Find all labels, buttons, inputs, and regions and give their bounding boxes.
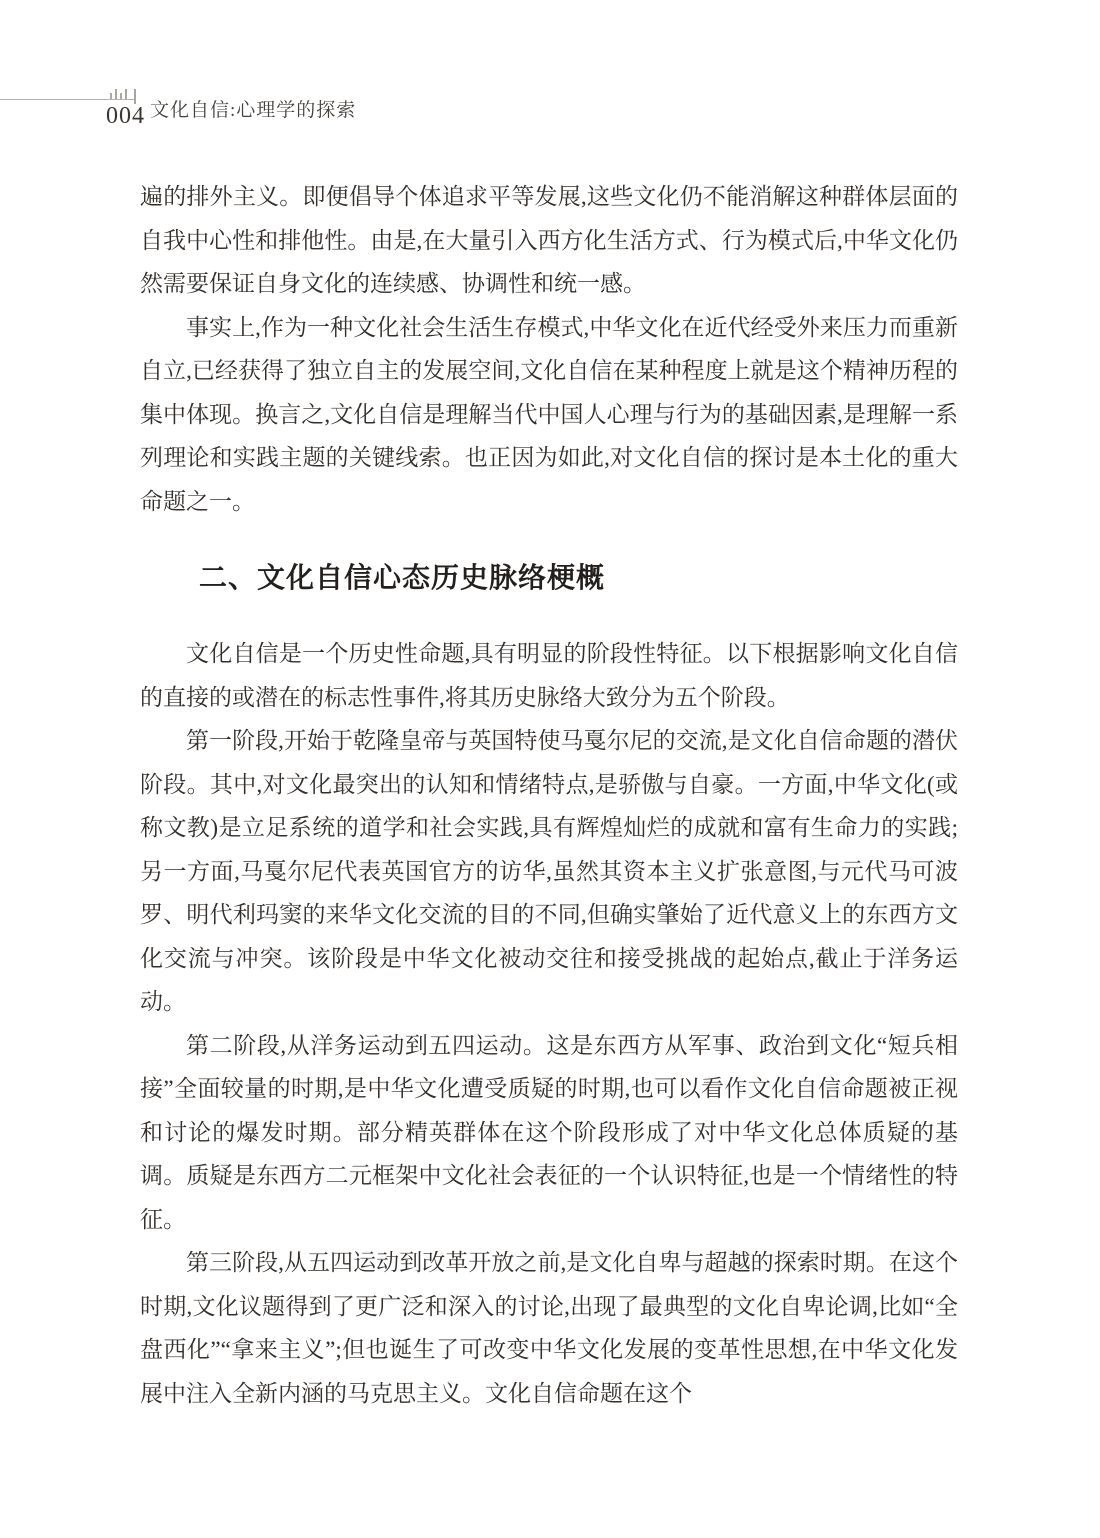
- header-rule: [0, 99, 136, 100]
- paragraph: 第一阶段,开始于乾隆皇帝与英国特使马戛尔尼的交流,是文化自信命题的潜伏阶段。其中,对文化最突出的认知和情绪特点,是骄傲与自豪。一方面,中华文化(或称文教)是立足系统的道学和社会实践,具有辉煌灿烂的成就和富有生命力的实践;另一方面,马戛尔尼代表英国官方的访华,虽然其资本主义扩张意图,与元代马可波罗、明代利玛窦的来华文化交流的目的不同,但确实肇始了近代意义上的东西方文化交流与冲突。该阶段是中华文化被动交往和接受挑战的起始点,截止于洋务运动。: [140, 728, 958, 1014]
- paragraph-continuation: 遍的排外主义。即便倡导个体追求平等发展,这些文化仍不能消解这种群体层面的自我中心性和排他性。由是,在大量引入西方化生活方式、行为模式后,中华文化仍然需要保证自身文化的连续感、协调性和统一感。: [140, 184, 958, 296]
- section-heading: 二、文化自信心态历史脉络梗概: [199, 563, 606, 594]
- page-content: [140, 175, 958, 1415]
- page-number: 004: [106, 103, 145, 129]
- paragraph: 第二阶段,从洋务运动到五四运动。这是东西方从军事、政治到文化“短兵相接”全面较量的时期,是中华文化遭受质疑的时期,也可以看作文化自信命题被正视和讨论的爆发时期。部分精英群体在这个阶段形成了对中华文化总体质疑的基调。质疑是东西方二元框架中文化社会表征的一个认识特征,也是一个情绪性的特征。: [140, 1032, 958, 1232]
- running-title: 文化自信:心理学的探索: [150, 100, 357, 121]
- level-bars-icon: [110, 88, 132, 99]
- header-rule-end-tick: [134, 89, 136, 104]
- paragraph: 事实上,作为一种文化社会生活生存模式,中华文化在近代经受外来压力而重新自立,已经获得了独立自主的发展空间,文化自信在某种程度上就是这个精神历程的集中体现。换言之,文化自信是理解当代中国人心理与行为的基础因素,是理解一系列理论和实践主题的关键线索。也正因为如此,对文化自信的探讨是本土化的重大命题之一。: [140, 314, 958, 514]
- paragraph: 文化自信是一个历史性命题,具有明显的阶段性特征。以下根据影响文化自信的直接的或潜在的标志性事件,将其历史脉络大致分为五个阶段。: [140, 641, 958, 710]
- paragraph: 第三阶段,从五四运动到改革开放之前,是文化自卑与超越的探索时期。在这个时期,文化议题得到了更广泛和深入的讨论,出现了最典型的文化自卑论调,比如“全盘西化”“拿来主义”;但也诞生了可改变中华文化发展的变革性思想,在中华文化发展中注入全新内涵的马克思主义。文化自信命题在这个: [140, 1250, 958, 1406]
